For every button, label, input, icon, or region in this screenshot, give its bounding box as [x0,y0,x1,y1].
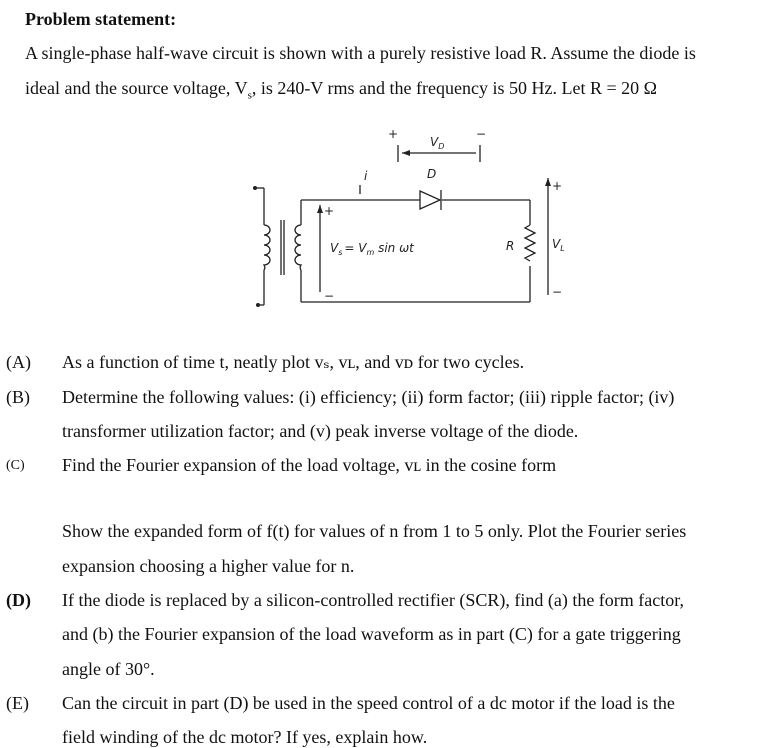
diode-symbol [420,191,440,209]
source-label: $V_s = V_m$ sin ωt [330,241,414,257]
problem-title: Problem statement: [25,9,177,29]
statement-text-rest: , is 240-V rms and the frequency is 50 Hz. Let R = 20 Ω [251,78,657,98]
part-d-line-2: and (b) the Fourier expansion of the load waveform as in part (C) for a gate triggering [62,624,681,644]
vl-minus: − [552,285,563,299]
vd-label: $V_D$ [430,135,445,151]
part-e-label: (E) [6,693,29,713]
vl-label: $V_L$ [552,237,565,253]
part-c-cont-line-2: expansion choosing a higher value for n. [62,556,355,576]
circuit-diagram [240,120,570,325]
vs-plus: + [324,204,335,218]
part-e-line-2: field winding of the dc motor? If yes, explain how. [62,727,428,747]
statement-line-1: A single-phase half-wave circuit is shown with a purely resistive load R. Assume the diode is [25,43,696,63]
primary-coil [264,225,270,270]
secondary-coil [295,225,301,270]
statement-text: ideal and the source voltage, V [25,78,248,98]
vl-plus: + [552,179,563,193]
part-e-line-1: Can the circuit in part (D) be used in the speed control of a dc motor if the load is the [62,693,675,713]
part-d-label: (D) [6,590,31,610]
part-b-line-2: transformer utilization factor; and (v) peak inverse voltage of the diode. [62,421,579,441]
current-label: i [364,169,368,183]
statement-line-2 [25,78,657,102]
part-c-line-1: Find the Fourier expansion of the load voltage, vʟ in the cosine form [62,455,557,475]
part-b-label: (B) [6,387,30,407]
vd-minus: − [476,127,487,141]
resistor-label: R [506,239,515,253]
vs-minus: − [324,289,335,303]
part-d-line-3: angle of 30°. [62,659,155,679]
vd-plus: + [388,127,399,141]
part-d-line-1: If the diode is replaced by a silicon-controlled rectifier (SCR), find (a) the form factor, [62,590,685,610]
part-a-label: (A) [6,352,31,372]
statement-sub: s [247,89,252,102]
part-c-cont-line-1: Show the expanded form of f(t) for values of n from 1 to 5 only. Plot the Fourier series [62,521,687,541]
part-a-line-1: As a function of time t, neatly plot vₛ, vʟ, and vᴅ for two cycles. [62,352,525,372]
diode-label: D [427,167,437,181]
part-c-label: (C) [6,458,25,473]
resistor-symbol [525,225,535,261]
part-b-line-1: Determine the following values: (i) efficiency; (ii) form factor; (iii) ripple factor; (iv) [62,387,675,407]
